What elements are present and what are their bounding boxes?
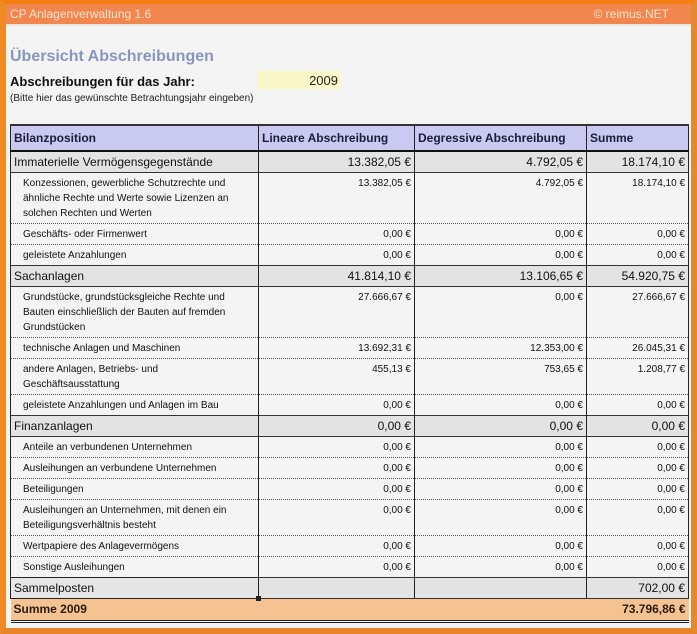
row-degressive[interactable]: 753,65 € xyxy=(415,358,587,394)
group-linear[interactable]: 0,00 € xyxy=(259,415,415,436)
table-row xyxy=(11,172,689,223)
table-row xyxy=(11,286,689,337)
table-row xyxy=(11,436,689,457)
group-sum[interactable]: 0,00 € xyxy=(587,415,689,436)
row-sum[interactable]: 0,00 € xyxy=(587,244,689,265)
group-row xyxy=(11,265,689,286)
row-label[interactable]: andere Anlagen, Betriebs- und Geschäftsausstattung xyxy=(11,358,259,394)
row-sum[interactable]: 26.045,31 € xyxy=(587,337,689,358)
group-row xyxy=(11,415,689,436)
row-linear[interactable]: 0,00 € xyxy=(259,535,415,556)
year-label: Abschreibungen für das Jahr: xyxy=(10,74,195,89)
row-sum[interactable]: 0,00 € xyxy=(587,499,689,535)
row-linear[interactable]: 0,00 € xyxy=(259,223,415,244)
total-spacer xyxy=(259,598,415,621)
row-linear[interactable]: 27.666,67 € xyxy=(259,286,415,337)
sammelposten-row xyxy=(11,577,689,598)
row-label[interactable]: Grundstücke, grundstücksgleiche Rechte und Bauten einschließlich der Bauten auf fremden Grundstücken xyxy=(11,286,259,337)
row-sum[interactable]: 0,00 € xyxy=(587,556,689,577)
group-degressive[interactable]: 13.106,65 € xyxy=(415,265,587,286)
year-hint: (Bitte hier das gewünschte Betrachtungsjahr eingeben) xyxy=(10,93,254,104)
row-degressive[interactable]: 0,00 € xyxy=(415,244,587,265)
app-title: CP Anlagenverwaltung 1.6 xyxy=(10,7,152,21)
year-input[interactable] xyxy=(258,71,340,89)
header-linear: Lineare Abschreibung xyxy=(259,125,415,151)
table-row xyxy=(11,499,689,535)
row-degressive[interactable]: 0,00 € xyxy=(415,499,587,535)
row-degressive[interactable]: 0,00 € xyxy=(415,556,587,577)
row-linear[interactable]: 0,00 € xyxy=(259,478,415,499)
depreciation-table xyxy=(10,124,689,623)
table-row xyxy=(11,394,689,415)
row-label[interactable]: geleistete Anzahlungen xyxy=(11,244,259,265)
row-degressive[interactable]: 0,00 € xyxy=(415,457,587,478)
table-header-row xyxy=(11,125,689,151)
header-sum: Summe xyxy=(587,125,689,151)
row-linear[interactable]: 13.382,05 € xyxy=(259,172,415,223)
row-label[interactable]: Konzessionen, gewerbliche Schutzrechte und ähnliche Rechte und Werte sowie Lizenzen an solchen Rechten und Werten xyxy=(11,172,259,223)
group-row xyxy=(11,151,689,172)
sammelposten-label[interactable]: Sammelposten xyxy=(11,577,259,598)
cell-fill-handle[interactable] xyxy=(256,596,261,601)
table-row xyxy=(11,556,689,577)
total-label: Summe 2009 xyxy=(11,598,259,621)
row-linear[interactable]: 0,00 € xyxy=(259,556,415,577)
copyright-label: © reimus.NET xyxy=(593,7,669,21)
group-label[interactable]: Immaterielle Vermögensgegenstände xyxy=(11,151,259,172)
row-sum[interactable]: 1.208,77 € xyxy=(587,358,689,394)
row-label[interactable]: Beteiligungen xyxy=(11,478,259,499)
sammelposten-degressive[interactable] xyxy=(415,577,587,598)
table-row xyxy=(11,223,689,244)
row-label[interactable]: Ausleihungen an Unternehmen, mit denen ein Beteiligungsverhältnis besteht xyxy=(11,499,259,535)
table-row xyxy=(11,337,689,358)
group-sum[interactable]: 54.920,75 € xyxy=(587,265,689,286)
row-linear[interactable]: 0,00 € xyxy=(259,499,415,535)
row-label[interactable]: Geschäfts- oder Firmenwert xyxy=(11,223,259,244)
header-degressive: Degressive Abschreibung xyxy=(415,125,587,151)
group-sum[interactable]: 18.174,10 € xyxy=(587,151,689,172)
row-degressive[interactable]: 0,00 € xyxy=(415,223,587,244)
row-label[interactable]: technische Anlagen und Maschinen xyxy=(11,337,259,358)
row-label[interactable]: Ausleihungen an verbundene Unternehmen xyxy=(11,457,259,478)
group-degressive[interactable]: 4.792,05 € xyxy=(415,151,587,172)
row-degressive[interactable]: 4.792,05 € xyxy=(415,172,587,223)
row-degressive[interactable]: 0,00 € xyxy=(415,436,587,457)
row-linear[interactable]: 455,13 € xyxy=(259,358,415,394)
total-sum: 73.796,86 € xyxy=(587,598,689,621)
group-linear[interactable]: 41.814,10 € xyxy=(259,265,415,286)
row-degressive[interactable]: 12.353,00 € xyxy=(415,337,587,358)
sammelposten-linear[interactable] xyxy=(259,577,415,598)
row-label[interactable]: Anteile an verbundenen Unternehmen xyxy=(11,436,259,457)
row-sum[interactable]: 0,00 € xyxy=(587,223,689,244)
row-sum[interactable]: 0,00 € xyxy=(587,535,689,556)
row-degressive[interactable]: 0,00 € xyxy=(415,535,587,556)
row-label[interactable]: Wertpapiere des Anlagevermögens xyxy=(11,535,259,556)
worksheet xyxy=(6,28,691,628)
table-row xyxy=(11,457,689,478)
row-linear[interactable]: 0,00 € xyxy=(259,244,415,265)
row-linear[interactable]: 0,00 € xyxy=(259,436,415,457)
group-label[interactable]: Finanzanlagen xyxy=(11,415,259,436)
group-degressive[interactable]: 0,00 € xyxy=(415,415,587,436)
title-bar xyxy=(6,4,691,26)
row-sum[interactable]: 0,00 € xyxy=(587,436,689,457)
page-title: Übersicht Abschreibungen xyxy=(10,48,214,65)
total-row xyxy=(11,598,689,621)
row-degressive[interactable]: 0,00 € xyxy=(415,478,587,499)
row-label[interactable]: geleistete Anzahlungen und Anlagen im Bau xyxy=(11,394,259,415)
row-sum[interactable]: 0,00 € xyxy=(587,457,689,478)
total-spacer xyxy=(415,598,587,621)
table-row xyxy=(11,244,689,265)
row-sum[interactable]: 0,00 € xyxy=(587,478,689,499)
row-linear[interactable]: 0,00 € xyxy=(259,394,415,415)
row-sum[interactable]: 27.666,67 € xyxy=(587,286,689,337)
table-row xyxy=(11,358,689,394)
group-linear[interactable]: 13.382,05 € xyxy=(259,151,415,172)
sammelposten-sum[interactable]: 702,00 € xyxy=(587,577,689,598)
header-bilanzposition: Bilanzposition xyxy=(11,125,259,151)
row-sum[interactable]: 18.174,10 € xyxy=(587,172,689,223)
table-row xyxy=(11,535,689,556)
row-sum[interactable]: 0,00 € xyxy=(587,394,689,415)
row-degressive[interactable]: 0,00 € xyxy=(415,286,587,337)
row-linear[interactable]: 0,00 € xyxy=(259,457,415,478)
table-row xyxy=(11,478,689,499)
group-label[interactable]: Sachanlagen xyxy=(11,265,259,286)
row-linear[interactable]: 13.692,31 € xyxy=(259,337,415,358)
row-degressive[interactable]: 0,00 € xyxy=(415,394,587,415)
row-label[interactable]: Sonstige Ausleihungen xyxy=(11,556,259,577)
